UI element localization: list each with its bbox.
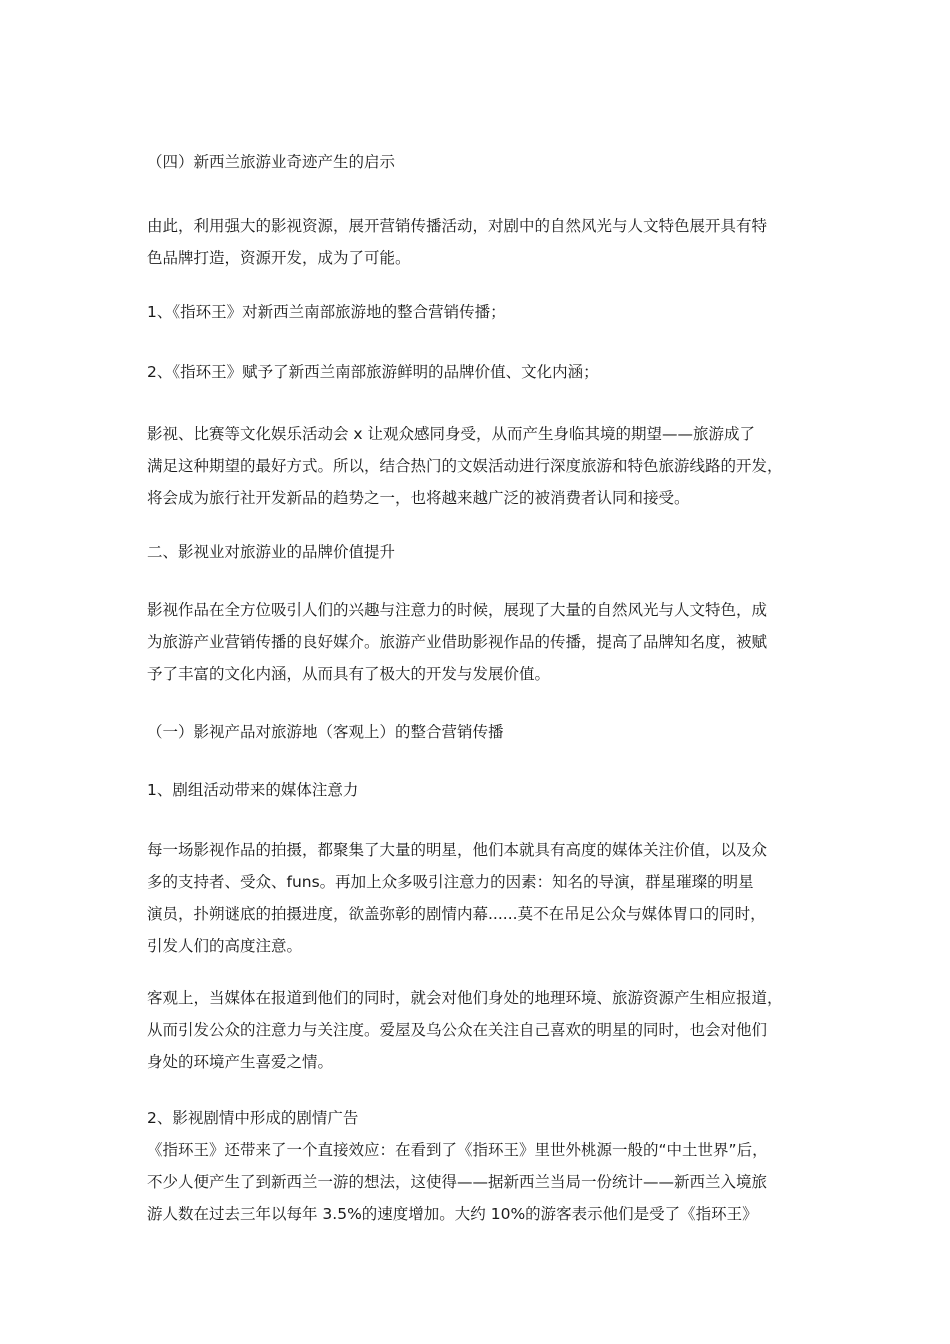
text-line: 演员，扑朔谜底的拍摄进度，欲盖弥彰的剧情内幕......莫不在吊足公众与媒体胃口的同时，	[147, 905, 766, 923]
text-line: 《指环王》还带来了一个直接效应：在看到了《指环王》里世外桃源一般的“中土世界”后，	[147, 1141, 768, 1159]
paragraph	[147, 1102, 768, 1230]
paragraph	[147, 594, 767, 690]
text-line: 影视、比赛等文化娱乐活动会 x 让观众感同身受，从而产生身临其境的期望——旅游成了	[147, 425, 756, 443]
paragraph	[147, 834, 767, 962]
text-line: （一）影视产品对旅游地（客观上）的整合营销传播	[147, 723, 504, 741]
text-line: 将会成为旅行社开发新品的趋势之一，也将越来越广泛的被消费者认同和接受。	[147, 489, 690, 507]
text-line: 多的支持者、受众、funs。再加上众多吸引注意力的因素：知名的导演，群星璀璨的明星	[147, 873, 754, 891]
text-line: 色品牌打造，资源开发，成为了可能。	[147, 249, 411, 267]
section-heading-2	[147, 536, 395, 568]
text-line: 1、剧组活动带来的媒体注意力	[147, 781, 359, 799]
text-line: 引发人们的高度注意。	[147, 937, 303, 955]
text-line: 每一场影视作品的拍摄，都聚集了大量的明星，他们本就具有高度的媒体关注价值，以及众	[147, 841, 768, 859]
text-line: 不少人便产生了到新西兰一游的想法，这使得——据新西兰当局一份统计——新西兰入境旅	[147, 1173, 768, 1191]
text-line: 1、《指环王》对新西兰南部旅游地的整合营销传播；	[147, 303, 506, 321]
text-line: 予了丰富的文化内涵，从而具有了极大的开发与发展价值。	[147, 665, 551, 683]
text-line: 满足这种期望的最好方式。所以，结合热门的文娱活动进行深度旅游和特色旅游线路的开发，	[147, 457, 783, 475]
section-heading-4	[147, 146, 395, 178]
text-line: （四）新西兰旅游业奇迹产生的启示	[147, 153, 396, 171]
paragraph	[147, 982, 783, 1078]
text-line: 身处的环境产生喜爱之情。	[147, 1053, 334, 1071]
text-line: 从而引发公众的注意力与关注度。爱屋及乌公众在关注自己喜欢的明星的同时，也会对他们	[147, 1021, 768, 1039]
text-line: 二、影视业对旅游业的品牌价值提升	[147, 543, 396, 561]
paragraph	[147, 210, 767, 274]
text-line: 2、《指环王》赋予了新西兰南部旅游鲜明的品牌价值、文化内涵；	[147, 363, 599, 381]
text-line: 由此，利用强大的影视资源，展开营销传播活动，对剧中的自然风光与人文特色展开具有特	[147, 217, 768, 235]
text-line: 2、影视剧情中形成的剧情广告	[147, 1109, 359, 1127]
list-item	[147, 356, 599, 388]
list-item	[147, 774, 358, 806]
paragraph	[147, 418, 783, 514]
subsection-heading-1	[147, 716, 504, 748]
list-item	[147, 296, 506, 328]
text-line: 游人数在过去三年以每年 3.5%的速度增加。大约 10%的游客表示他们是受了《指环王》	[147, 1205, 758, 1223]
text-line: 影视作品在全方位吸引人们的兴趣与注意力的时候，展现了大量的自然风光与人文特色，成	[147, 601, 768, 619]
text-line: 客观上，当媒体在报道到他们的同时，就会对他们身处的地理环境、旅游资源产生相应报道，	[147, 989, 783, 1007]
text-line: 为旅游产业营销传播的良好媒介。旅游产业借助影视作品的传播，提高了品牌知名度，被赋	[147, 633, 768, 651]
